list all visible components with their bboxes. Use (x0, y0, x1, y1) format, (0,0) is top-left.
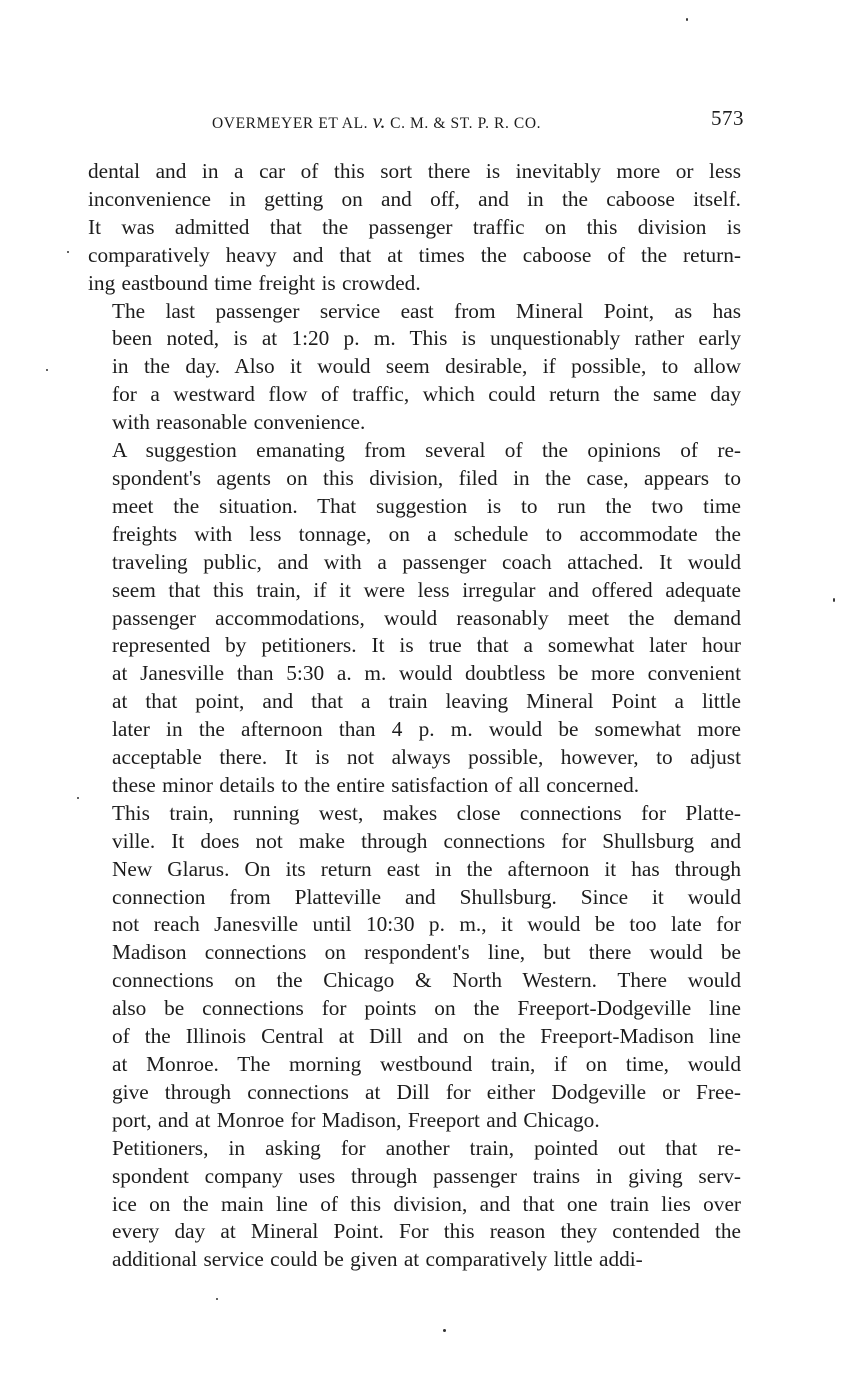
text-line: meet the situation. That suggestion is to run the two time (112, 493, 741, 518)
text-line: acceptable there. It is not always possible, however, to adjust (112, 745, 741, 770)
text-line: every day at Mineral Point. For this reason they contended the (112, 1219, 741, 1244)
text-line: spondent company uses through passenger trains in giving serv- (112, 1163, 741, 1188)
text-line: later in the afternoon than 4 p. m. would be somewhat more (112, 717, 741, 742)
text-line: Madison connections on respondent's line, but there would be (112, 940, 741, 965)
text-line: ville. It does not make through connections for Shullsburg and (112, 828, 741, 853)
text-line: additional service could be given at comparatively little addi- (112, 1247, 643, 1272)
text-line: It was admitted that the passenger traffic on this division is (88, 214, 741, 239)
text-line: been noted, is at 1:20 p. m. This is unquestionably rather early (112, 326, 741, 351)
scan-speck (77, 797, 79, 799)
text-line: The last passenger service east from Mineral Point, as has (112, 298, 741, 323)
text-line: freights with less tonnage, on a schedule to accommodate the (112, 521, 741, 546)
text-line: at that point, and that a train leaving Mineral Point a little (112, 689, 741, 714)
text-line: spondent's agents on this division, filed in the case, appears to (112, 465, 741, 490)
scan-speck (833, 598, 835, 602)
paragraph (88, 437, 741, 800)
scan-speck (216, 1298, 218, 1300)
running-header (88, 106, 744, 132)
running-title (212, 109, 541, 134)
text-line: at Janesville than 5:30 a. m. would doubtless be more convenient (112, 661, 741, 686)
paragraph (88, 800, 741, 1135)
running-title-versus: v. (372, 109, 386, 133)
text-line: connections on the Chicago & North Western. There would (112, 968, 741, 993)
text-line: represented by petitioners. It is true that a somewhat later hour (112, 633, 741, 658)
text-line: ice on the main line of this division, and that one train lies over (112, 1191, 741, 1216)
scan-speck (686, 18, 688, 21)
text-line: Petitioners, in asking for another train, pointed out that re- (112, 1135, 741, 1160)
text-line: port, and at Monroe for Madison, Freeport and Chicago. (112, 1107, 600, 1132)
page-number: 573 (711, 106, 744, 130)
running-title-parties: OVERMEYER ET AL. (212, 115, 369, 132)
text-line: connection from Platteville and Shullsburg. Since it would (112, 884, 741, 909)
scan-speck (443, 1329, 446, 1332)
text-line: in the day. Also it would seem desirable, if possible, to allow (112, 354, 741, 379)
text-line: ing eastbound time freight is crowded. (88, 270, 421, 295)
text-line: give through connections at Dill for either Dodgeville or Free- (112, 1079, 741, 1104)
paragraph (88, 158, 741, 298)
text-line: with reasonable convenience. (112, 410, 366, 435)
scan-speck (67, 251, 69, 253)
text-line: A suggestion emanating from several of the opinions of re- (112, 438, 741, 463)
text-line: these minor details to the entire satisfaction of all concerned. (112, 772, 640, 797)
text-line: seem that this train, if it were less irregular and offered adequate (112, 577, 741, 602)
running-title-railroad: C. M. & ST. P. R. CO. (390, 115, 542, 132)
text-line: passenger accommodations, would reasonably meet the demand (112, 605, 741, 630)
text-line: at Monroe. The morning westbound train, if on time, would (112, 1052, 741, 1076)
text-line: dental and in a car of this sort there is inevitably more or less (88, 159, 741, 183)
paragraph (88, 298, 741, 438)
paragraph (88, 1135, 741, 1275)
text-line: inconvenience in getting on and off, and in the caboose itself. (88, 186, 741, 211)
text-line: comparatively heavy and that at times the caboose of the return- (88, 242, 741, 267)
text-line: for a westward flow of traffic, which could return the same day (112, 382, 741, 407)
scan-speck (46, 369, 48, 371)
text-line: New Glarus. On its return east in the afternoon it has through (112, 856, 741, 881)
text-line: traveling public, and with a passenger coach attached. It would (112, 549, 741, 574)
body-text (88, 158, 741, 1274)
text-line: This train, running west, makes close connections for Platte- (112, 800, 741, 825)
text-line: also be connections for points on the Freeport-Dodgeville line (112, 996, 741, 1021)
text-line: of the Illinois Central at Dill and on the Freeport-Madison line (112, 1024, 741, 1049)
text-line: not reach Janesville until 10:30 p. m., it would be too late for (112, 912, 741, 937)
